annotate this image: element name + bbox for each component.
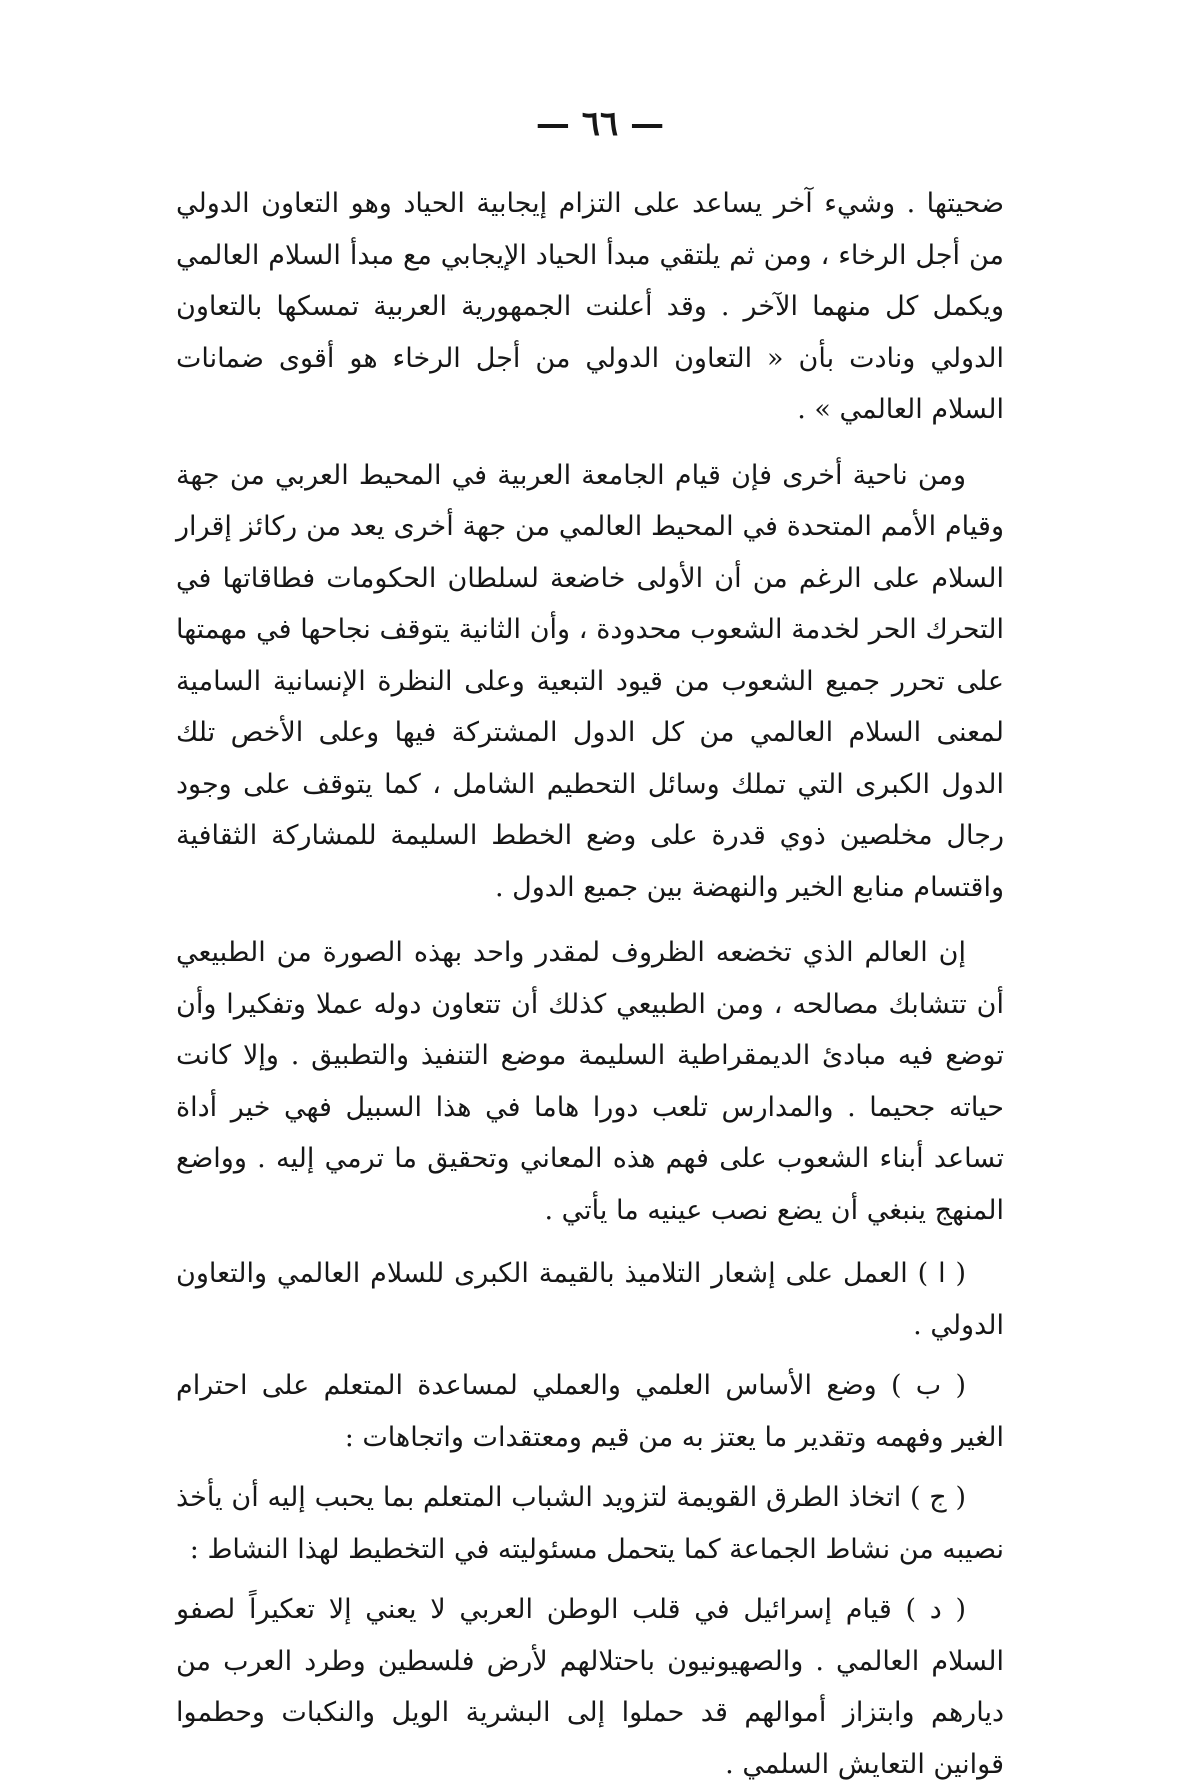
list-item-a: ( ا ) العمل على إشعار التلاميذ بالقيمة الكبرى للسلام العالمي والتعاون الدولي . — [176, 1258, 1004, 1341]
paragraph-schools-role: إن العالم الذي تخضعه الظروف لمقدر واحد بهذه الصورة من الطبيعي أن تتشابك مصالحه ، ومن الطبيعي كذلك أن تتعاون دوله عملا وتفكيرا وأن توضع فيه مبادئ الديمقراطية السليمة موضع التنفيذ والتطبيق . وإلا كانت حياته جحيما . والمدارس تلعب دورا هاما في هذا السبيل فهي خير أداة تساعد أبناء الشعوب على فهم هذه المعاني وتحقيق ما ترمي إليه . وواضع المنهج ينبغي أن يضع نصب عينيه ما يأتي . — [176, 937, 1004, 1226]
paragraph-arab-league-un: ومن ناحية أخرى فإن قيام الجامعة العربية في المحيط العربي من جهة وقيام الأمم المتحدة في المحيط العالمي من جهة أخرى يعد من ركائز إقرار السلام على الرغم من أن الأولى خاضعة لسلطان الحكومات فطاقاتها في التحرك الحر لخدمة الشعوب محدودة ، وأن الثانية يتوقف نجاحها في مهمتها على تحرر جميع الشعوب من قيود التبعية وعلى النظرة الإنسانية السامية لمعنى السلام العالمي من كل الدول المشتركة فيها وعلى الأخص تلك الدول الكبرى التي تملك وسائل التحطيم الشامل ، كما يتوقف على وجود رجال مخلصين ذوي قدرة على وضع الخطط السليمة للمشاركة الثقافية واقتسام منابع الخير والنهضة بين جميع الدول . — [176, 459, 1004, 903]
list-item-b: ( ب ) وضع الأساس العلمي والعملي لمساعدة المتعلم على احترام الغير وفهمه وتقدير ما يعتز به من قيم ومعتقدات واتجاهات : — [176, 1370, 1004, 1453]
list-item-d: ( د ) قيام إسرائيل في قلب الوطن العربي لا يعني إلا تعكيراً لصفو السلام العالمي . والصهيونيون باحتلالهم لأرض فلسطين وطرد العرب من ديارهم وابتزاز أموالهم قد حملوا إلى البشرية الويل والنكبات وحطموا قوانين التعايش السلمي . — [176, 1594, 1004, 1780]
paragraph-neutrality-cooperation: ضحيتها . وشيء آخر يساعد على التزام إيجابية الحياد وهو التعاون الدولي من أجل الرخاء ، ومن ثم يلتقي مبدأ الحياد الإيجابي مع مبدأ السلام العالمي ويكمل كل منهما الآخر . وقد أعلنت الجمهورية العربية تمسكها بالتعاون الدولي ونادت بأن « التعاون الدولي من أجل الرخاء هو أقوى ضمانات السلام العالمي » . — [176, 188, 1004, 425]
page-body — [176, 178, 1004, 1790]
page-number: — ٦٦ — — [535, 104, 665, 144]
list-item-c: ( ج ) اتخاذ الطرق القويمة لتزويد الشباب المتعلم بما يحبب إليه أن يأخذ نصيبه من نشاط الجماعة كما يتحمل مسئوليته في التخطيط لهذا النشاط : — [176, 1482, 1004, 1565]
